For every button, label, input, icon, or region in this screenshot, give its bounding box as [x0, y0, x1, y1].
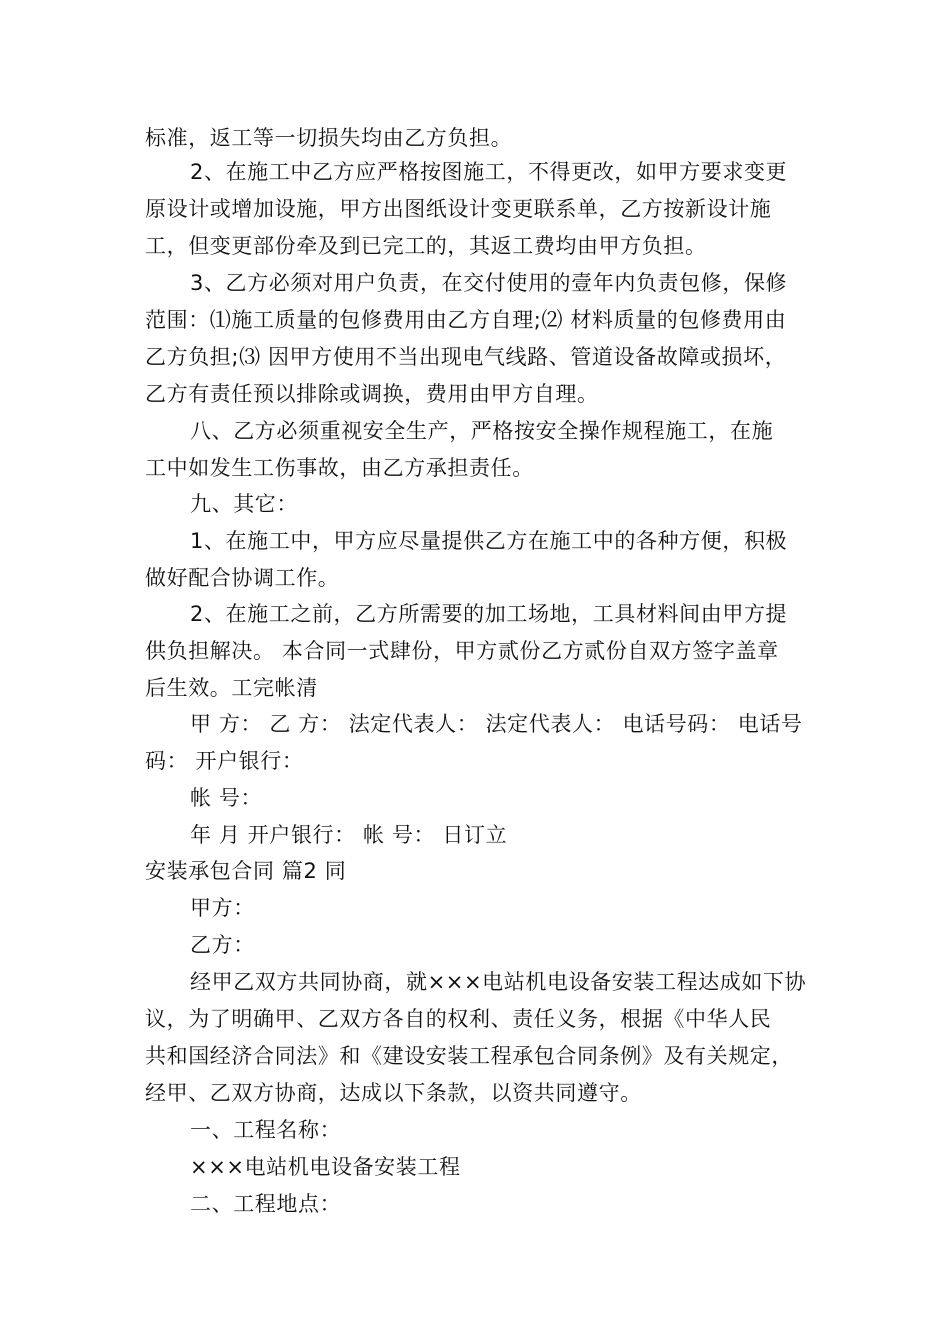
- text-line: 甲 方： 乙 方： 法定代表人： 法定代表人： 电话号码： 电话号: [190, 712, 803, 736]
- text-line: 年 月 开户银行： 帐 号： 日订立: [190, 823, 508, 847]
- text-line: 八、乙方必须重视安全生产，严格按安全操作规程施工，在施: [190, 419, 774, 443]
- text-line: 原设计或增加设施，甲方出图纸设计变更联系单，乙方按新设计施: [145, 197, 772, 221]
- text-line: ×××电站机电设备安装工程: [190, 1155, 461, 1179]
- text-line: 2、在施工之前，乙方所需要的加工场地，工具材料间由甲方提: [190, 602, 788, 626]
- text-line: 共和国经济合同法》和《建设安装工程承包合同条例》及有关规定，: [145, 1044, 793, 1068]
- text-line: 工中如发生工伤事故，由乙方承担责任。: [145, 456, 534, 480]
- text-line: 一、工程名称：: [190, 1118, 342, 1142]
- text-line: 码： 开户银行：: [145, 749, 304, 773]
- text-line: 九、其它：: [190, 492, 298, 516]
- text-line: 3、乙方必须对用户负责，在交付使用的壹年内负责包修，保修: [190, 271, 788, 295]
- text-line: 经甲、乙双方协商，达成以下条款，以资共同遵守。: [145, 1081, 642, 1105]
- text-line: 帐 号：: [190, 786, 263, 810]
- text-line: 标准，返工等一切损失均由乙方负担。: [145, 126, 513, 150]
- text-line: 供负担解决。 本合同一式肆份，甲方贰份乙方贰份自双方签字盖章: [145, 639, 779, 663]
- text-line: 甲方：: [190, 896, 255, 920]
- text-line: 议，为了明确甲、乙双方各自的权利、责任义务，根据《中华人民: [145, 1007, 772, 1031]
- text-line: 1、在施工中，甲方应尽量提供乙方在施工中的各种方便，积极: [190, 529, 788, 553]
- text-line: 范围：⑴施工质量的包修费用由乙方自理;⑵ 材料质量的包修费用由: [145, 308, 787, 332]
- text-line: 工，但变更部份牵及到已完工的，其返工费均由甲方负担。: [145, 234, 707, 258]
- text-line: 乙方有责任预以排除或调换，费用由甲方自理。: [145, 382, 599, 406]
- text-line: 二、工程地点：: [190, 1192, 342, 1216]
- text-line: 后生效。工完帐清: [145, 676, 318, 700]
- text-line: 2、在施工中乙方应严格按图施工，不得更改，如甲方要求变更: [190, 160, 788, 184]
- text-line: 乙方负担;⑶ 因甲方使用不当出现电气线路、管道设备故障或损坏，: [145, 345, 787, 369]
- section-heading: 安装承包合同 篇2 同: [145, 859, 347, 883]
- text-line: 做好配合协调工作。: [145, 566, 340, 590]
- text-line: 乙方：: [190, 933, 255, 957]
- text-line: 经甲乙双方共同协商，就×××电站机电设备安装工程达成如下协: [190, 970, 807, 994]
